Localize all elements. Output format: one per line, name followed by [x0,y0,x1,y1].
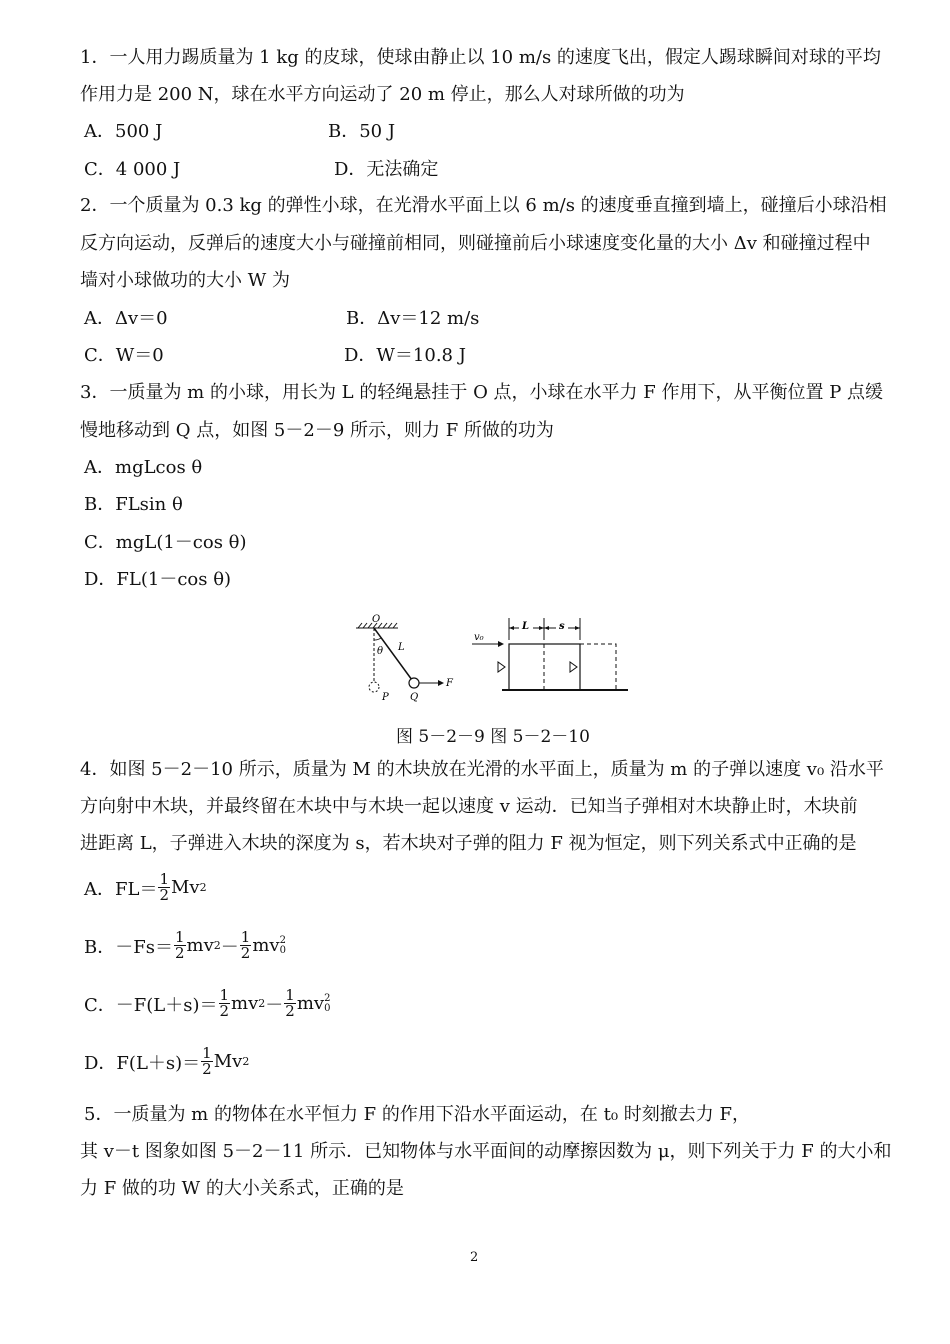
q4-option-b-tail: mv [252,935,280,956]
label-p: P [382,692,389,703]
q1-line1: 1．一人用力踢质量为 1 kg 的皮球，使球由静止以 10 m/s 的速度飞出，假定人踢球瞬间对球的平均 [80,47,881,68]
q3-line2: 慢地移动到 Q 点，如图 5－2－9 所示，则力 F 所做的功为 [80,420,554,441]
frac-den: 2 [285,1002,295,1020]
q4-option-b [84,930,286,961]
q5-line2: 其 v－t 图象如图 5－2－11 所示．已知物体与水平面间的动摩擦因数为 μ，则下列关于力 F 的大小和 [80,1141,892,1162]
exponent-2: 2 [324,992,331,1004]
exponent-2: 2 [213,939,221,952]
q2-option-c: C．W＝0 [84,345,164,366]
q1-option-d: D．无法确定 [334,159,439,180]
q3-option-a: A．mgLcos θ [84,457,203,478]
label-q: Q [410,692,419,703]
fraction-half [219,988,231,1019]
frac-num: 1 [202,1044,212,1062]
label-l2: L [522,621,530,632]
q2-line3: 墙对小球做功的大小 W 为 [80,270,290,291]
q4-option-d-prefix: D．F(L＋s)＝ [84,1052,201,1074]
frac-den: 2 [159,886,169,904]
ball-q [409,678,419,688]
fraction-half [158,872,170,903]
q4-option-c [84,988,330,1019]
subscript-0: 0 [324,1002,331,1014]
q4-option-b-minus: － [220,936,239,958]
label-f: F [446,678,453,689]
q3-line1: 3．一质量为 m 的小球，用长为 L 的轻绳悬挂于 O 点，小球在水平力 F 作用下，从平衡位置 P 点缓 [80,382,884,403]
label-theta: θ [377,646,384,657]
q4-line2: 方向射中木块，并最终留在木块中与木块一起以速度 v 运动．已知当子弹相对木块静止时，木块前 [80,796,858,817]
label-o: O [372,614,381,625]
frac-num: 1 [159,870,169,888]
fraction-half [284,988,296,1019]
frac-num: 1 [219,986,230,1004]
q2-option-b: B．Δv＝12 m/s [346,308,480,329]
q2-line1: 2．一个质量为 0.3 kg 的弹性小球，在光滑水平面上以 6 m/s 的速度垂直撞到墙上，碰撞后小球沿相 [80,195,887,216]
block-dashed-moved [580,644,616,690]
q4-option-d-tail: Mv [213,1051,243,1072]
subscript-0: 0 [279,944,286,956]
q4-option-b-prefix: B．－Fs＝ [84,936,173,958]
fraction-half [201,1046,213,1077]
q4-option-c-minus: － [265,994,284,1016]
q1-option-a: A．500 J [84,121,163,142]
q5-line1: 5．一质量为 m 的物体在水平恒力 F 的作用下沿水平面运动，在 t₀ 时刻撤去力 F， [84,1104,750,1125]
frac-num: 1 [240,928,251,946]
angle-arc [374,638,381,640]
q1-option-c: C．4 000 J [84,159,181,180]
dim-s-arrow-left [544,626,549,630]
q4-option-b-mid: mv [186,935,214,956]
dim-l-arrow-right [539,626,544,630]
velocity-arrow-head [498,641,504,647]
frac-den: 2 [174,944,185,962]
exponent-2: 2 [258,997,266,1010]
frac-num: 1 [174,928,185,946]
q2-line2: 反方向运动，反弹后的速度大小与碰撞前相同，则碰撞前后小球速度变化量的大小 Δv 和碰撞过程中 [80,233,871,254]
q4-line1: 4．如图 5－2－10 所示，质量为 M 的木块放在光滑的水平面上，质量为 m 的子弹以速度 v₀ 沿水平 [80,759,884,780]
q2-option-d: D．W＝10.8 J [344,345,466,366]
frac-den: 2 [240,944,251,962]
exponent-2: 2 [279,934,286,946]
q1-line2: 作用力是 200 N，球在水平方向运动了 20 m 停止，那么人对球所做的功为 [80,84,685,105]
frac-den: 2 [219,1002,230,1020]
q4-line3: 进距离 L，子弹进入木块的深度为 s，若木块对子弹的阻力 F 视为恒定，则下列关系式中正确的是 [80,833,857,854]
position-p-circle [369,682,379,692]
figure-caption: 图 5－2－9 图 5－2－10 [396,727,590,747]
fraction-half [174,930,186,961]
exponent-2: 2 [242,1055,250,1068]
dim-l-arrow-left [509,626,514,630]
force-arrow-head [438,680,444,686]
dim-s-arrow-right [575,626,580,630]
bullet-embedded [570,662,577,672]
bullet-initial [498,662,505,672]
q3-option-b: B．FLsin θ [84,494,183,515]
q4-option-c-prefix: C．－F(L＋s)＝ [84,994,218,1016]
q4-option-c-mid: mv [231,993,259,1014]
figures-pendulum-and-block [352,610,632,706]
page-number: 2 [470,1250,479,1265]
q3-option-d: D．FL(1－cos θ) [84,569,232,590]
label-s: s [559,621,565,632]
q4-option-d [84,1046,249,1077]
q4-option-a [84,872,207,903]
q4-option-a-prefix: A．FL＝ [84,878,158,900]
frac-den: 2 [202,1060,212,1078]
q1-option-b: B．50 J [328,121,396,142]
q5-line3: 力 F 做的功 W 的大小关系式，正确的是 [80,1178,404,1199]
fraction-half [240,930,252,961]
exponent-2: 2 [199,881,207,894]
q3-option-c: C．mgL(1－cos θ) [84,532,247,553]
frac-num: 1 [285,986,295,1004]
q2-option-a: A．Δv＝0 [84,308,168,329]
label-v0: v₀ [474,632,484,643]
q4-option-a-tail: Mv [171,877,200,898]
q4-option-c-tail: mv [296,993,325,1014]
label-l: L [398,642,405,653]
